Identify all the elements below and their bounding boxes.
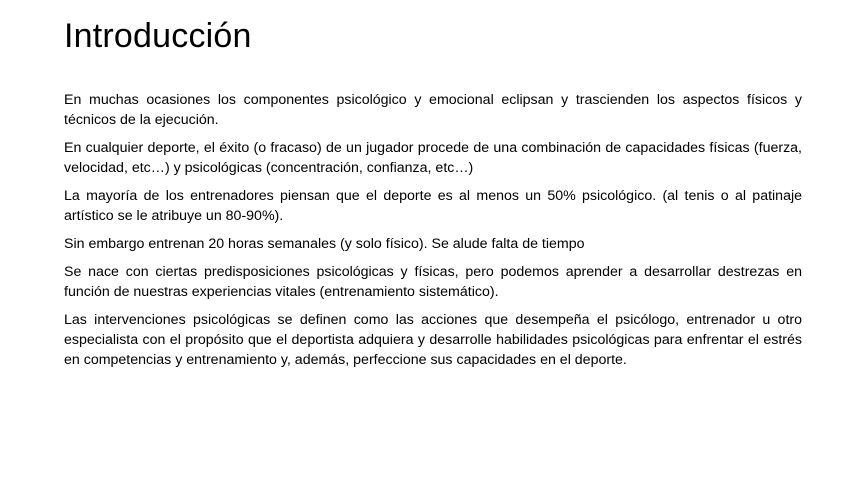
paragraph-1: En muchas ocasiones los componentes psicológico y emocional eclipsan y trascienden los aspectos físicos y técnicos de la ejecución. bbox=[64, 92, 802, 128]
slide-title: Introducción bbox=[64, 17, 252, 55]
paragraph-5: Se nace con ciertas predisposiciones psicológicas y físicas, pero podemos aprender a desarrollar destrezas en función de nuestras experiencias vitales (entrenamiento sistemático). bbox=[64, 264, 802, 300]
paragraph-2: En cualquier deporte, el éxito (o fracaso) de un jugador procede de una combinación de capacidades físicas (fuerza, velocidad, etc…) y psicológicas (concentración, confianza, etc…) bbox=[64, 140, 802, 176]
slide-body bbox=[64, 90, 802, 378]
paragraph-4: Sin embargo entrenan 20 horas semanales (y solo físico). Se alude falta de tiempo bbox=[64, 236, 585, 252]
paragraph-6: Las intervenciones psicológicas se definen como las acciones que desempeña el psicólogo, entrenador u otro especialista con el propósito que el deportista adquiera y desarrolle habilidades psicológicas para enfrentar el estrés en competencias y entrenamiento y, además, perfeccione sus capacidades en el deporte. bbox=[64, 312, 802, 368]
paragraph-3: La mayoría de los entrenadores piensan que el deporte es al menos un 50% psicológico. (al tenis o al patinaje artístico se le atribuye un 80-90%). bbox=[64, 188, 802, 224]
